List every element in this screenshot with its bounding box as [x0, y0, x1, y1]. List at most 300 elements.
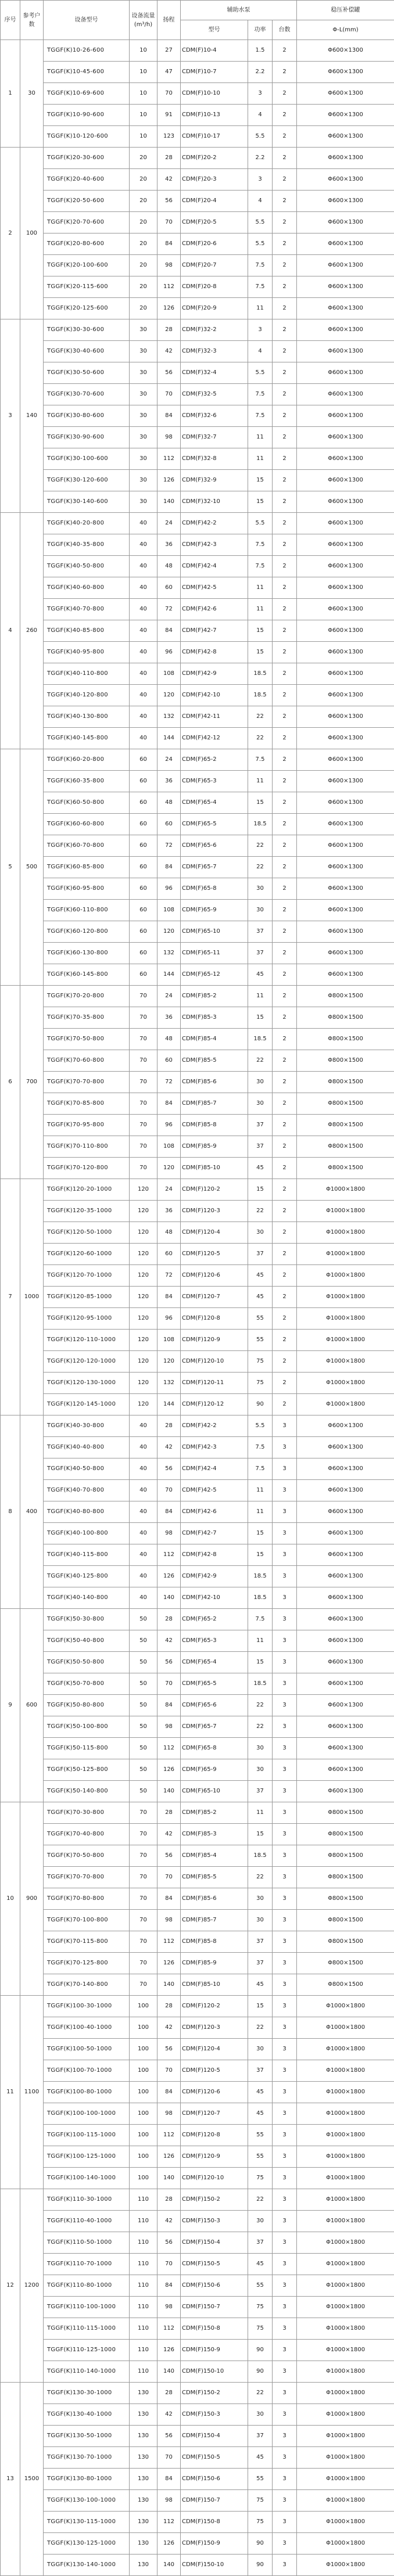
cell-head: 98	[157, 2490, 181, 2512]
cell-model: TGGF(K)120-130-1000	[44, 1373, 130, 1394]
table-row	[1, 491, 394, 513]
cell-qty: 2	[273, 341, 297, 362]
cell-model: TGGF(K)40-85-800	[44, 620, 130, 642]
cell-head: 126	[157, 2340, 181, 2361]
cell-tank-size: Φ600×1300	[297, 1673, 394, 1695]
cell-qty: 3	[273, 1695, 297, 1716]
table-row	[1, 2168, 394, 2189]
cell-pump-model: CDM(F)120-8	[181, 1308, 248, 1330]
table-row	[1, 1244, 394, 1265]
cell-pump-model: CDM(F)150-8	[181, 2318, 248, 2340]
cell-head: 140	[157, 491, 181, 513]
cell-head: 48	[157, 556, 181, 577]
cell-power: 5.5	[248, 362, 273, 384]
cell-qty: 3	[273, 2103, 297, 2125]
cell-seq: 11	[1, 1996, 20, 2189]
cell-flow: 20	[130, 276, 157, 298]
cell-model: TGGF(K)110-115-1000	[44, 2318, 130, 2340]
cell-tank-size: Φ800×1500	[297, 1093, 394, 1115]
cell-flow: 70	[130, 1888, 157, 1910]
cell-tank-size: Φ600×1300	[297, 513, 394, 534]
cell-tank-size: Φ1000×1800	[297, 2125, 394, 2146]
cell-qty: 3	[273, 1910, 297, 1931]
cell-pump-model: CDM(F)120-4	[181, 1222, 248, 1244]
cell-households: 1500	[20, 2383, 44, 2576]
cell-head: 56	[157, 1458, 181, 1480]
cell-power: 37	[248, 921, 273, 943]
cell-pump-model: CDM(F)85-5	[181, 1050, 248, 1072]
cell-flow: 40	[130, 706, 157, 728]
cell-households: 700	[20, 986, 44, 1179]
cell-qty: 3	[273, 2017, 297, 2039]
table-row	[1, 1845, 394, 1867]
cell-households: 900	[20, 1802, 44, 1996]
cell-tank-size: Φ600×1300	[297, 405, 394, 427]
cell-flow: 130	[130, 2512, 157, 2533]
cell-head: 28	[157, 148, 181, 169]
cell-qty: 2	[273, 900, 297, 921]
cell-model: TGGF(K)70-70-800	[44, 1867, 130, 1888]
cell-model: TGGF(K)70-100-800	[44, 1910, 130, 1931]
cell-model: TGGF(K)40-95-800	[44, 642, 130, 663]
cell-power: 15	[248, 642, 273, 663]
cell-power: 30	[248, 2211, 273, 2232]
cell-head: 126	[157, 1759, 181, 1781]
cell-power: 5.5	[248, 212, 273, 233]
table-row	[1, 2082, 394, 2103]
cell-tank-size: Φ600×1300	[297, 1480, 394, 1501]
table-row	[1, 921, 394, 943]
cell-flow: 30	[130, 427, 157, 448]
cell-pump-model: CDM(F)65-2	[181, 1609, 248, 1630]
cell-head: 24	[157, 1179, 181, 1201]
cell-model: TGGF(K)130-140-1000	[44, 2555, 130, 2576]
cell-tank-size: Φ1000×1800	[297, 1179, 394, 1201]
cell-qty: 3	[273, 1587, 297, 1609]
cell-flow: 40	[130, 663, 157, 685]
cell-tank-size: Φ600×1300	[297, 233, 394, 255]
cell-head: 47	[157, 62, 181, 83]
cell-pump-model: CDM(F)120-7	[181, 2103, 248, 2125]
cell-head: 96	[157, 878, 181, 900]
cell-flow: 130	[130, 2469, 157, 2490]
cell-power: 15	[248, 1523, 273, 1544]
cell-flow: 50	[130, 1759, 157, 1781]
cell-pump-model: CDM(F)120-5	[181, 2060, 248, 2082]
cell-qty: 3	[273, 2082, 297, 2103]
cell-model: TGGF(K)70-40-800	[44, 1824, 130, 1845]
cell-tank-size: Φ800×1500	[297, 1050, 394, 1072]
cell-tank-size: Φ1000×1800	[297, 1308, 394, 1330]
cell-model: TGGF(K)100-140-1000	[44, 2168, 130, 2189]
cell-model: TGGF(K)40-20-800	[44, 513, 130, 534]
cell-flow: 120	[130, 1330, 157, 1351]
cell-model: TGGF(K)40-100-800	[44, 1523, 130, 1544]
cell-flow: 50	[130, 1652, 157, 1673]
cell-pump-model: CDM(F)10-13	[181, 105, 248, 126]
cell-flow: 120	[130, 1308, 157, 1330]
cell-pump-model: CDM(F)85-3	[181, 1007, 248, 1029]
cell-qty: 2	[273, 1136, 297, 1158]
cell-qty: 2	[273, 1072, 297, 1093]
cell-power: 3	[248, 319, 273, 341]
table-row	[1, 298, 394, 319]
cell-qty: 3	[273, 2318, 297, 2340]
cell-tank-size: Φ800×1500	[297, 1910, 394, 1931]
table-row	[1, 1480, 394, 1501]
cell-power: 3	[248, 83, 273, 105]
cell-power: 15	[248, 1179, 273, 1201]
cell-pump-model: CDM(F)42-4	[181, 556, 248, 577]
table-row	[1, 405, 394, 427]
cell-model: TGGF(K)70-95-800	[44, 1115, 130, 1136]
cell-model: TGGF(K)60-35-800	[44, 771, 130, 792]
cell-qty: 2	[273, 599, 297, 620]
cell-model: TGGF(K)70-115-800	[44, 1931, 130, 1953]
cell-model: TGGF(K)50-125-800	[44, 1759, 130, 1781]
table-row	[1, 2469, 394, 2490]
cell-pump-model: CDM(F)85-2	[181, 986, 248, 1007]
cell-qty: 2	[273, 233, 297, 255]
cell-pump-model: CDM(F)150-9	[181, 2533, 248, 2555]
cell-flow: 10	[130, 83, 157, 105]
cell-power: 4	[248, 105, 273, 126]
cell-model: TGGF(K)40-110-800	[44, 663, 130, 685]
cell-power: 75	[248, 1351, 273, 1373]
cell-model: TGGF(K)60-85-800	[44, 857, 130, 878]
cell-qty: 3	[273, 1888, 297, 1910]
cell-pump-model: CDM(F)65-4	[181, 792, 248, 814]
cell-model: TGGF(K)130-70-1000	[44, 2447, 130, 2469]
cell-qty: 2	[273, 1308, 297, 1330]
cell-power: 11	[248, 298, 273, 319]
cell-qty: 2	[273, 749, 297, 771]
cell-model: TGGF(K)70-110-800	[44, 1136, 130, 1158]
table-row	[1, 319, 394, 341]
cell-tank-size: Φ1000×1800	[297, 1351, 394, 1373]
cell-qty: 3	[273, 2533, 297, 2555]
cell-model: TGGF(K)30-70-600	[44, 384, 130, 405]
cell-power: 11	[248, 986, 273, 1007]
table-row	[1, 233, 394, 255]
table-row	[1, 2318, 394, 2340]
cell-pump-model: CDM(F)120-10	[181, 2168, 248, 2189]
cell-tank-size: Φ600×1300	[297, 1716, 394, 1738]
cell-model: TGGF(K)40-145-800	[44, 728, 130, 749]
cell-model: TGGF(K)110-50-1000	[44, 2232, 130, 2254]
cell-tank-size: Φ1000×1800	[297, 2082, 394, 2103]
cell-flow: 60	[130, 857, 157, 878]
cell-tank-size: Φ600×1300	[297, 1630, 394, 1652]
cell-qty: 3	[273, 2232, 297, 2254]
table-row	[1, 577, 394, 599]
cell-seq: 6	[1, 986, 20, 1179]
cell-qty: 2	[273, 792, 297, 814]
cell-power: 11	[248, 448, 273, 470]
cell-power: 45	[248, 1287, 273, 1308]
cell-head: 98	[157, 2103, 181, 2125]
cell-tank-size: Φ600×1300	[297, 148, 394, 169]
cell-qty: 2	[273, 448, 297, 470]
cell-tank-size: Φ600×1300	[297, 1652, 394, 1673]
cell-seq: 8	[1, 1415, 20, 1609]
cell-tank-size: Φ1000×1800	[297, 2275, 394, 2297]
cell-qty: 2	[273, 105, 297, 126]
cell-pump-model: CDM(F)20-2	[181, 148, 248, 169]
table-row	[1, 685, 394, 706]
table-row	[1, 40, 394, 62]
cell-pump-model: CDM(F)20-3	[181, 169, 248, 191]
cell-head: 91	[157, 105, 181, 126]
cell-head: 84	[157, 2469, 181, 2490]
cell-power: 7.5	[248, 534, 273, 556]
cell-power: 22	[248, 1201, 273, 1222]
cell-head: 84	[157, 1287, 181, 1308]
cell-qty: 3	[273, 1867, 297, 1888]
cell-pump-model: CDM(F)150-4	[181, 2426, 248, 2447]
table-row	[1, 1953, 394, 1974]
cell-model: TGGF(K)70-30-800	[44, 1802, 130, 1824]
cell-head: 140	[157, 1781, 181, 1802]
cell-head: 84	[157, 405, 181, 427]
cell-model: TGGF(K)50-50-800	[44, 1652, 130, 1673]
cell-qty: 3	[273, 2254, 297, 2275]
table-row	[1, 943, 394, 964]
cell-model: TGGF(K)40-115-800	[44, 1544, 130, 1566]
cell-seq: 5	[1, 749, 20, 986]
cell-power: 75	[248, 2168, 273, 2189]
cell-tank-size: Φ600×1300	[297, 1437, 394, 1458]
cell-head: 70	[157, 1673, 181, 1695]
cell-pump-model: CDM(F)120-8	[181, 2125, 248, 2146]
cell-tank-size: Φ600×1300	[297, 427, 394, 448]
cell-model: TGGF(K)120-110-1000	[44, 1330, 130, 1351]
cell-tank-size: Φ1000×1800	[297, 2017, 394, 2039]
table-row	[1, 2039, 394, 2060]
cell-flow: 30	[130, 362, 157, 384]
cell-power: 15	[248, 1996, 273, 2017]
cell-flow: 130	[130, 2555, 157, 2576]
table-row	[1, 534, 394, 556]
cell-tank-size: Φ1000×1800	[297, 2469, 394, 2490]
cell-pump-model: CDM(F)150-8	[181, 2512, 248, 2533]
cell-model: TGGF(K)120-50-1000	[44, 1222, 130, 1244]
cell-head: 48	[157, 1222, 181, 1244]
cell-power: 11	[248, 771, 273, 792]
cell-model: TGGF(K)130-50-1000	[44, 2426, 130, 2447]
cell-households: 1000	[20, 1179, 44, 1415]
table-row	[1, 1437, 394, 1458]
cell-qty: 3	[273, 2275, 297, 2297]
cell-flow: 60	[130, 771, 157, 792]
cell-pump-model: CDM(F)65-8	[181, 878, 248, 900]
cell-qty: 2	[273, 1093, 297, 1115]
cell-pump-model: CDM(F)150-7	[181, 2297, 248, 2318]
cell-power: 22	[248, 1695, 273, 1716]
cell-pump-model: CDM(F)32-8	[181, 448, 248, 470]
table-row	[1, 1308, 394, 1330]
cell-qty: 2	[273, 491, 297, 513]
cell-pump-model: CDM(F)150-10	[181, 2361, 248, 2383]
cell-tank-size: Φ1000×1800	[297, 2383, 394, 2404]
cell-tank-size: Φ600×1300	[297, 878, 394, 900]
cell-flow: 40	[130, 642, 157, 663]
cell-qty: 2	[273, 642, 297, 663]
cell-pump-model: CDM(F)42-5	[181, 577, 248, 599]
cell-power: 11	[248, 599, 273, 620]
cell-pump-model: CDM(F)85-8	[181, 1115, 248, 1136]
cell-model: TGGF(K)40-50-800	[44, 556, 130, 577]
cell-flow: 40	[130, 1523, 157, 1544]
cell-flow: 50	[130, 1695, 157, 1716]
cell-power: 37	[248, 1244, 273, 1265]
cell-tank-size: Φ800×1500	[297, 1007, 394, 1029]
cell-flow: 130	[130, 2490, 157, 2512]
cell-power: 3	[248, 169, 273, 191]
cell-head: 108	[157, 1330, 181, 1351]
cell-model: TGGF(K)20-50-600	[44, 191, 130, 212]
cell-qty: 3	[273, 1996, 297, 2017]
cell-model: TGGF(K)70-80-800	[44, 1888, 130, 1910]
cell-head: 144	[157, 1394, 181, 1415]
cell-tank-size: Φ600×1300	[297, 706, 394, 728]
cell-flow: 130	[130, 2426, 157, 2447]
cell-power: 75	[248, 2297, 273, 2318]
cell-head: 112	[157, 1931, 181, 1953]
cell-pump-model: CDM(F)120-9	[181, 1330, 248, 1351]
cell-tank-size: Φ600×1300	[297, 169, 394, 191]
cell-flow: 130	[130, 2533, 157, 2555]
header-flow: 设备流量(m³/h)	[130, 1, 157, 40]
cell-tank-size: Φ600×1300	[297, 1738, 394, 1759]
cell-pump-model: CDM(F)85-7	[181, 1910, 248, 1931]
cell-pump-model: CDM(F)65-7	[181, 1716, 248, 1738]
cell-pump-model: CDM(F)20-6	[181, 233, 248, 255]
cell-households: 140	[20, 319, 44, 513]
cell-head: 126	[157, 470, 181, 491]
cell-model: TGGF(K)130-40-1000	[44, 2404, 130, 2426]
cell-power: 37	[248, 2232, 273, 2254]
cell-model: TGGF(K)130-100-1000	[44, 2490, 130, 2512]
cell-head: 28	[157, 319, 181, 341]
cell-model: TGGF(K)120-20-1000	[44, 1179, 130, 1201]
cell-head: 126	[157, 2533, 181, 2555]
cell-power: 18.5	[248, 814, 273, 835]
cell-tank-size: Φ600×1300	[297, 255, 394, 276]
cell-qty: 2	[273, 728, 297, 749]
cell-power: 37	[248, 1953, 273, 1974]
header-seq: 序号	[1, 1, 20, 40]
table-row	[1, 2103, 394, 2125]
cell-pump-model: CDM(F)42-8	[181, 1544, 248, 1566]
cell-pump-model: CDM(F)85-4	[181, 1845, 248, 1867]
cell-pump-model: CDM(F)42-3	[181, 534, 248, 556]
cell-qty: 2	[273, 1007, 297, 1029]
table-row	[1, 1222, 394, 1244]
cell-power: 37	[248, 1115, 273, 1136]
table-row	[1, 105, 394, 126]
cell-head: 42	[157, 341, 181, 362]
cell-model: TGGF(K)20-70-600	[44, 212, 130, 233]
cell-model: TGGF(K)10-45-600	[44, 62, 130, 83]
cell-flow: 40	[130, 620, 157, 642]
cell-model: TGGF(K)120-120-1000	[44, 1351, 130, 1373]
cell-model: TGGF(K)60-130-800	[44, 943, 130, 964]
cell-seq: 7	[1, 1179, 20, 1415]
cell-qty: 2	[273, 534, 297, 556]
cell-power: 7.5	[248, 1609, 273, 1630]
cell-qty: 3	[273, 1673, 297, 1695]
cell-model: TGGF(K)40-130-800	[44, 706, 130, 728]
table-row	[1, 191, 394, 212]
cell-pump-model: CDM(F)65-8	[181, 1738, 248, 1759]
cell-flow: 120	[130, 1179, 157, 1201]
cell-flow: 130	[130, 2383, 157, 2404]
cell-head: 96	[157, 1308, 181, 1330]
cell-pump-model: CDM(F)65-10	[181, 1781, 248, 1802]
cell-model: TGGF(K)70-35-800	[44, 1007, 130, 1029]
cell-power: 45	[248, 2447, 273, 2469]
cell-flow: 50	[130, 1738, 157, 1759]
cell-qty: 2	[273, 298, 297, 319]
cell-flow: 20	[130, 212, 157, 233]
table-row	[1, 1974, 394, 1996]
header-tank-size: Φ-L(mm)	[297, 20, 394, 40]
cell-pump-model: CDM(F)120-6	[181, 1265, 248, 1287]
cell-qty: 3	[273, 1544, 297, 1566]
cell-qty: 2	[273, 255, 297, 276]
cell-head: 126	[157, 2146, 181, 2168]
cell-model: TGGF(K)60-70-800	[44, 835, 130, 857]
cell-tank-size: Φ600×1300	[297, 1695, 394, 1716]
cell-tank-size: Φ600×1300	[297, 126, 394, 148]
cell-tank-size: Φ1000×1800	[297, 2404, 394, 2426]
cell-tank-size: Φ1000×1800	[297, 2103, 394, 2125]
cell-head: 70	[157, 1867, 181, 1888]
cell-power: 30	[248, 1093, 273, 1115]
cell-tank-size: Φ1000×1800	[297, 2232, 394, 2254]
cell-head: 72	[157, 1265, 181, 1287]
cell-flow: 40	[130, 599, 157, 620]
cell-power: 7.5	[248, 1458, 273, 1480]
table-row	[1, 1373, 394, 1394]
cell-tank-size: Φ1000×1800	[297, 2318, 394, 2340]
cell-head: 140	[157, 1974, 181, 1996]
cell-flow: 30	[130, 470, 157, 491]
cell-power: 90	[248, 2361, 273, 2383]
cell-pump-model: CDM(F)20-5	[181, 212, 248, 233]
cell-head: 96	[157, 642, 181, 663]
cell-model: TGGF(K)60-20-800	[44, 749, 130, 771]
cell-power: 37	[248, 943, 273, 964]
cell-model: TGGF(K)30-30-600	[44, 319, 130, 341]
cell-head: 123	[157, 126, 181, 148]
cell-qty: 2	[273, 405, 297, 427]
cell-pump-model: CDM(F)42-7	[181, 1523, 248, 1544]
cell-power: 15	[248, 1007, 273, 1029]
cell-head: 112	[157, 2318, 181, 2340]
cell-pump-model: CDM(F)120-4	[181, 2039, 248, 2060]
cell-head: 60	[157, 814, 181, 835]
cell-head: 24	[157, 749, 181, 771]
cell-head: 42	[157, 2211, 181, 2232]
cell-flow: 40	[130, 1501, 157, 1523]
table-row	[1, 749, 394, 771]
cell-seq: 2	[1, 148, 20, 319]
cell-flow: 120	[130, 1394, 157, 1415]
table-row	[1, 83, 394, 105]
cell-tank-size: Φ1000×1800	[297, 2512, 394, 2533]
